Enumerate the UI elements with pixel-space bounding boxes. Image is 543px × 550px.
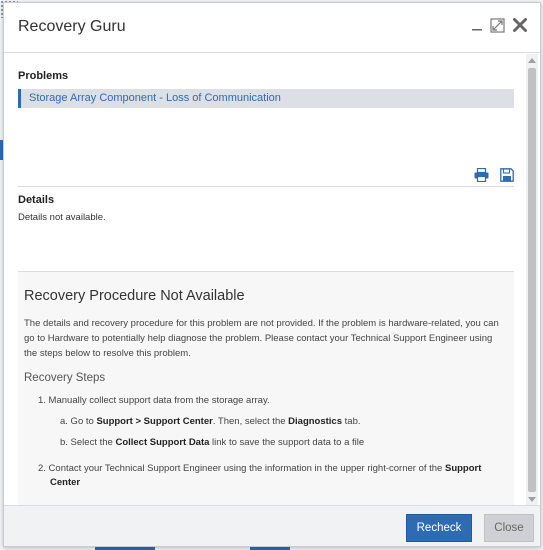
vertical-scrollbar[interactable] xyxy=(526,54,538,506)
dialog-content[interactable] xyxy=(4,53,528,505)
recheck-button[interactable]: Recheck xyxy=(406,514,472,542)
minimize-icon[interactable] xyxy=(471,18,483,32)
step-2: 2. Contact your Technical Support Engineer using the information in the upper right-corner of the Support Center xyxy=(38,463,482,488)
section-divider xyxy=(18,186,514,187)
recovery-procedure-panel xyxy=(18,272,514,505)
step-1b: b. Select the Collect Support Data link to save the support data to a file xyxy=(60,437,365,448)
problems-label: Problems xyxy=(18,70,69,82)
dialog-titlebar xyxy=(4,3,540,53)
recovery-guru-dialog xyxy=(3,2,541,547)
maximize-icon[interactable] xyxy=(490,18,505,33)
window-controls xyxy=(471,17,528,33)
content-toolbar xyxy=(474,168,514,182)
close-icon[interactable] xyxy=(512,17,528,33)
problem-item-label: Storage Array Component - Loss of Communication xyxy=(29,92,281,104)
details-text: Details not available. xyxy=(18,212,106,223)
support-center-ref-cont: Center xyxy=(50,477,81,488)
scroll-up-icon[interactable] xyxy=(528,58,536,63)
scroll-down-icon[interactable] xyxy=(528,497,536,502)
dialog-footer xyxy=(4,505,540,546)
step-1a: a. Go to Support > Support Center. Then, select the Diagnostics tab. xyxy=(60,416,361,427)
step-1: 1. Manually collect support data from the storage array. xyxy=(38,395,270,406)
support-center-ref: Support xyxy=(444,463,482,474)
save-icon[interactable] xyxy=(500,168,514,182)
scrollbar-thumb[interactable] xyxy=(528,68,536,492)
recovery-procedure-description: The details and recovery procedure for this problem are not provided. If the problem is hardware-related, you can go to Hardware to potentially help diagnose the problem. Please contact your Technical Support Engineer using the steps below to resolve this problem. xyxy=(24,318,499,359)
details-label: Details xyxy=(18,194,55,206)
recovery-steps-title: Recovery Steps xyxy=(24,372,106,384)
close-button[interactable]: Close xyxy=(484,514,534,542)
collect-support-data-ref: Collect Support Data xyxy=(115,437,210,448)
problem-list-item[interactable] xyxy=(18,89,514,108)
dialog-title: Recovery Guru xyxy=(18,18,126,35)
support-center-link[interactable]: Support > Support Center xyxy=(96,416,213,427)
diagnostics-tab-ref: Diagnostics xyxy=(288,416,343,427)
print-icon[interactable] xyxy=(474,168,489,182)
recovery-procedure-title: Recovery Procedure Not Available xyxy=(24,288,245,304)
